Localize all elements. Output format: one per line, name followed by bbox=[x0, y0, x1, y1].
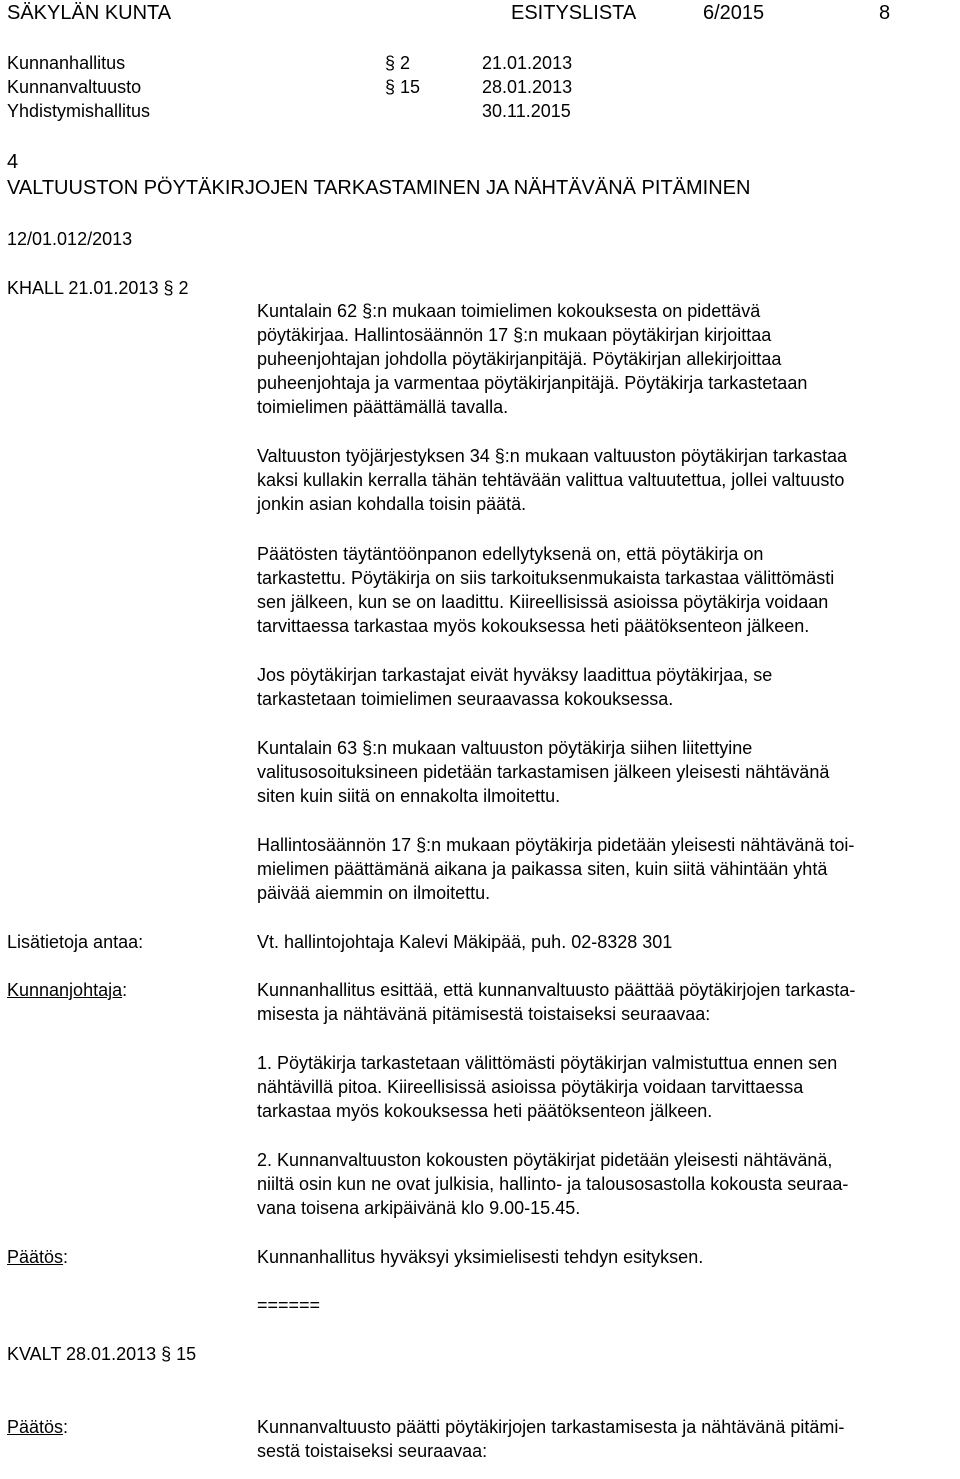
text-line: sen jälkeen, kun se on laadittu. Kiireellisissä asioissa pöytäkirja voidaan bbox=[257, 592, 829, 612]
text-line: Kunnanhallitus esittää, että kunnanvaltuusto päättää pöytäkirjojen tarkasta- bbox=[257, 980, 856, 1000]
text-line: pöytäkirjaa. Hallintosäännön 17 §:n mukaan pöytäkirjan kirjoittaa bbox=[257, 325, 772, 345]
text-line: puheenjohtajan johdolla pöytäkirjanpitäjä. Pöytäkirjan allekirjoittaa bbox=[257, 349, 782, 369]
text-line: 1. Pöytäkirja tarkastetaan välittömästi pöytäkirjan valmistuttua ennen sen bbox=[257, 1053, 838, 1073]
item-number: 4 bbox=[7, 151, 19, 173]
text-line: puheenjohtaja ja varmentaa pöytäkirjanpitäjä. Pöytäkirja tarkastetaan bbox=[257, 373, 808, 393]
text-line: Hallintosäännön 17 §:n mukaan pöytäkirja pidetään yleisesti nähtävänä toi- bbox=[257, 835, 855, 855]
decision-label bbox=[7, 1245, 68, 1269]
meeting-date: 28.01.2013 bbox=[482, 77, 573, 97]
text-line: tarkastaa myös kokouksessa heti päätöksenteon jälkeen. bbox=[257, 1101, 713, 1121]
page-number: 8 bbox=[879, 2, 891, 24]
info-value: Vt. hallintojohtaja Kalevi Mäkipää, puh. 02-8328 301 bbox=[257, 932, 673, 952]
decision-text: Kunnanhallitus hyväksyi yksimielisesti tehdyn esityksen. bbox=[257, 1247, 704, 1267]
issue-number: 6/2015 bbox=[703, 2, 765, 24]
meeting-body: Kunnanvaltuusto bbox=[7, 77, 142, 97]
proposal-label-text: Kunnanjohtaja bbox=[7, 980, 123, 1000]
text-line: Valtuuston työjärjestyksen 34 §:n mukaan valtuuston pöytäkirjan tarkastaa bbox=[257, 446, 848, 466]
text-line: Kunnanvaltuusto päätti pöytäkirjojen tarkastamisesta ja nähtävänä pitämi- bbox=[257, 1417, 845, 1437]
khall-paragraph bbox=[257, 299, 957, 419]
kvalt-decision-paragraph bbox=[257, 1415, 957, 1463]
text-line: misesta ja nähtävänä pitämisestä toistaiseksi seuraavaa: bbox=[257, 1004, 711, 1024]
khall-paragraph bbox=[257, 833, 957, 905]
proposal-label bbox=[7, 978, 127, 1002]
text-line: kaksi kullakin kerralla tähän tehtävään valittua valtuutettua, jollei valtuusto bbox=[257, 470, 845, 490]
text-line: vana toisena arkipäivänä klo 9.00-15.45. bbox=[257, 1198, 581, 1218]
document-type: ESITYSLISTA bbox=[511, 2, 637, 24]
proposal-paragraph bbox=[257, 1148, 957, 1220]
text-line: 2. Kunnanvaltuuston kokousten pöytäkirjat pidetään yleisesti nähtävänä, bbox=[257, 1150, 833, 1170]
meeting-section: § 2 bbox=[385, 53, 411, 73]
meeting-body: Yhdistymishallitus bbox=[7, 101, 151, 121]
meeting-date: 21.01.2013 bbox=[482, 53, 573, 73]
text-line: valitusosoituksineen pidetään tarkastamisen jälkeen yleisesti nähtävänä bbox=[257, 762, 830, 782]
meeting-date: 30.11.2015 bbox=[482, 101, 571, 121]
separator: ====== bbox=[257, 1295, 321, 1315]
text-line: Kuntalain 63 §:n mukaan valtuuston pöytäkirja siihen liitettyine bbox=[257, 738, 753, 758]
text-line: mielimen päättämänä aikana ja paikassa siten, kuin siitä vähintään yhtä bbox=[257, 859, 828, 879]
decision-label-text: Päätös bbox=[7, 1247, 64, 1267]
meeting-section: § 15 bbox=[385, 77, 421, 97]
text-line: tarkastettu. Pöytäkirja on siis tarkoituksenmukaista tarkastaa välittömästi bbox=[257, 568, 835, 588]
item-title: VALTUUSTON PÖYTÄKIRJOJEN TARKASTAMINEN JA NÄHTÄVÄNÄ PITÄMINEN bbox=[7, 177, 751, 199]
text-line: Päätösten täytäntöönpanon edellytyksenä on, että pöytäkirja on bbox=[257, 544, 764, 564]
khall-paragraph bbox=[257, 663, 957, 711]
text-line: Jos pöytäkirjan tarkastajat eivät hyväksy laadittua pöytäkirjaa, se bbox=[257, 665, 773, 685]
proposal-paragraph bbox=[257, 978, 957, 1026]
kvalt-decision-label bbox=[7, 1415, 68, 1439]
text-line: päivää aiemmin on ilmoitettu. bbox=[257, 883, 491, 903]
kvalt-decision-label-colon: : bbox=[63, 1417, 69, 1437]
meeting-body: Kunnanhallitus bbox=[7, 53, 126, 73]
municipality-name: SÄKYLÄN KUNTA bbox=[7, 2, 172, 24]
khall-paragraph bbox=[257, 736, 957, 808]
decision-label-colon: : bbox=[63, 1247, 69, 1267]
text-line: tarkastetaan toimielimen seuraavassa kokouksessa. bbox=[257, 689, 674, 709]
info-label: Lisätietoja antaa: bbox=[7, 932, 144, 952]
khall-paragraph bbox=[257, 542, 957, 638]
kvalt-decision-label-text: Päätös bbox=[7, 1417, 64, 1437]
text-line: tarvittaessa tarkastaa myös kokouksessa heti päätöksenteon jälkeen. bbox=[257, 616, 810, 636]
text-line: Kuntalain 62 §:n mukaan toimielimen kokouksesta on pidettävä bbox=[257, 301, 761, 321]
khall-paragraph bbox=[257, 444, 957, 516]
text-line: jonkin asian kohdalla toisin päätä. bbox=[257, 494, 527, 514]
text-line: siten kuin siitä on ennakolta ilmoitettu. bbox=[257, 786, 561, 806]
khall-reference: KHALL 21.01.2013 § 2 bbox=[7, 278, 189, 298]
proposal-label-colon: : bbox=[122, 980, 128, 1000]
text-line: nähtävillä pitoa. Kiireellisissä asioissa pöytäkirja voidaan tarvittaessa bbox=[257, 1077, 804, 1097]
text-line: toimielimen päättämällä tavalla. bbox=[257, 397, 509, 417]
diary-number: 12/01.012/2013 bbox=[7, 229, 133, 249]
text-line: sestä toistaiseksi seuraavaa: bbox=[257, 1441, 488, 1461]
text-line: niiltä osin kun ne ovat julkisia, hallinto- ja talousosastolla kokousta seuraa- bbox=[257, 1174, 849, 1194]
proposal-paragraph bbox=[257, 1051, 957, 1123]
kvalt-reference: KVALT 28.01.2013 § 15 bbox=[7, 1344, 197, 1364]
